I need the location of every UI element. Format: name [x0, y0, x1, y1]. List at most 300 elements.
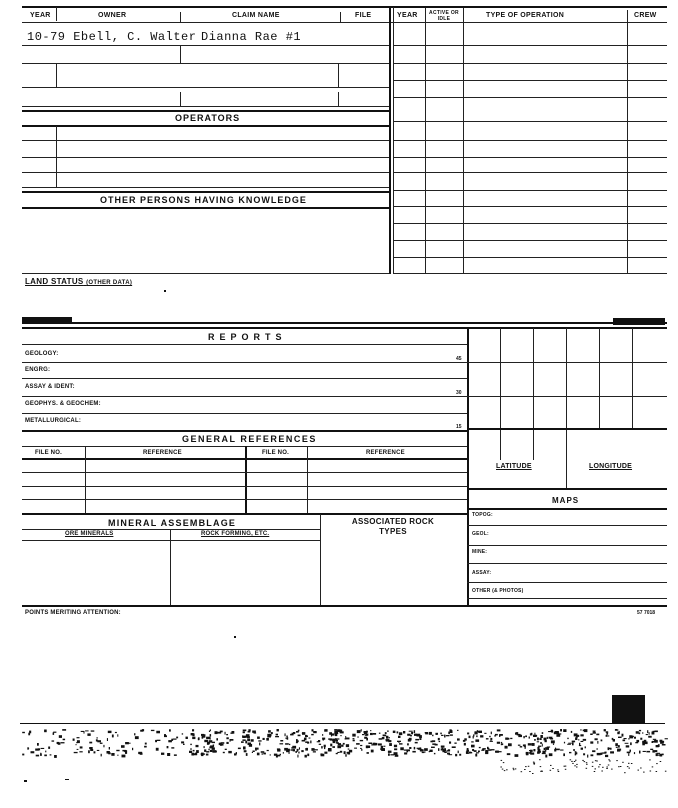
scan-noise-speck — [298, 749, 299, 751]
scan-noise-speck — [192, 733, 194, 736]
scan-noise-speck — [63, 739, 66, 741]
scan-noise-speck — [243, 747, 246, 750]
scan-noise-speck — [182, 733, 183, 734]
scan-noise-speck — [537, 741, 539, 742]
scan-noise-speck — [322, 734, 323, 736]
scan-noise-speck — [44, 730, 47, 733]
scan-noise-speck — [226, 737, 228, 739]
scan-noise-speck — [345, 754, 346, 757]
scan-noise-speck — [285, 733, 286, 736]
right-row-rule — [393, 240, 667, 241]
scan-noise-speck — [564, 742, 565, 744]
maps-title-rule — [467, 508, 667, 510]
scan-noise-speck — [583, 739, 586, 741]
scan-noise-speck — [209, 740, 212, 742]
scan-noise-speck — [258, 740, 261, 741]
scan-noise-speck — [354, 748, 357, 749]
scan-noise-speck — [132, 748, 133, 750]
land-status-bar-right — [613, 318, 665, 325]
scan-noise-speck — [656, 771, 658, 772]
col-header-year: YEAR — [30, 12, 51, 19]
scan-noise-speck — [434, 753, 436, 754]
scan-noise-speck — [450, 730, 453, 733]
scan-noise-speck — [649, 732, 650, 735]
scan-noise-speck — [609, 761, 611, 762]
gen-ref-bottom-rule — [22, 513, 467, 515]
scan-noise-speck — [640, 738, 642, 740]
right-row-rule — [393, 121, 667, 122]
scan-noise-speck — [285, 743, 289, 745]
scan-noise-speck — [501, 744, 503, 746]
scan-noise-speck — [608, 765, 610, 766]
scan-noise-speck — [167, 746, 169, 748]
col-header-owner: OWNER — [98, 12, 127, 19]
scan-noise-speck — [210, 734, 212, 737]
scan-noise-speck — [563, 729, 566, 732]
scan-noise-speck — [624, 772, 626, 773]
scan-noise-speck — [528, 743, 532, 745]
scan-noise-speck — [247, 736, 250, 738]
scan-noise-speck — [412, 751, 415, 753]
scan-noise-speck — [96, 739, 98, 741]
scan-noise-speck — [591, 754, 594, 756]
scan-noise-speck — [630, 742, 632, 745]
scan-noise-speck — [305, 755, 307, 758]
row-rule — [22, 140, 390, 141]
scan-noise-speck — [360, 748, 362, 749]
scan-noise-speck — [622, 762, 624, 763]
scan-noise-speck — [646, 751, 650, 753]
scan-noise-speck — [247, 739, 250, 742]
scan-noise-speck — [111, 753, 114, 756]
scan-noise-speck — [409, 731, 413, 732]
scan-noise-speck — [542, 753, 546, 754]
scan-noise-speck — [353, 738, 355, 739]
scan-noise-speck — [225, 749, 227, 750]
right-row-rule — [393, 157, 667, 158]
scan-noise-speck — [344, 751, 346, 754]
scan-noise-speck — [151, 730, 155, 731]
cell-sep — [56, 64, 57, 87]
scan-noise-speck — [298, 735, 301, 737]
scan-noise-speck — [506, 769, 508, 770]
scan-noise-speck — [296, 739, 298, 741]
scan-noise-speck — [295, 751, 297, 753]
scan-noise-speck — [164, 735, 167, 737]
scan-noise-speck — [283, 752, 284, 754]
mineral-rule — [22, 540, 320, 541]
col-header-active-idle: ACTIVE OR IDLE — [429, 10, 459, 22]
scan-noise-speck — [495, 734, 498, 736]
right-row-rule — [393, 223, 667, 224]
scan-noise-speck — [432, 735, 433, 737]
scan-noise-speck — [551, 740, 555, 743]
scan-noise-speck — [117, 755, 118, 756]
scan-noise-speck — [22, 732, 25, 733]
scan-noise-speck — [430, 750, 433, 752]
scan-noise-speck — [266, 738, 269, 741]
row-rule — [22, 187, 390, 188]
scan-noise-speck — [298, 752, 299, 754]
scan-noise-speck — [210, 745, 214, 748]
scan-noise-speck — [574, 765, 576, 766]
scan-noise-speck — [602, 752, 606, 753]
scan-noise-speck — [580, 729, 581, 730]
scan-noise-speck — [560, 750, 563, 751]
scan-noise-speck — [324, 752, 327, 754]
scan-noise-speck — [444, 752, 447, 754]
scan-noise-speck — [611, 769, 613, 770]
row-rule — [22, 172, 390, 173]
scan-noise-speck — [373, 743, 377, 745]
scan-noise-speck — [271, 732, 273, 734]
maps-rule — [467, 598, 667, 599]
scan-noise-speck — [618, 745, 620, 748]
scan-noise-speck — [625, 743, 629, 744]
scan-noise-speck — [368, 743, 372, 745]
scan-noise-speck — [257, 753, 260, 756]
scan-noise-speck — [642, 741, 644, 744]
scan-noise-speck — [565, 769, 567, 770]
scan-noise-speck — [540, 735, 543, 738]
scan-noise-speck — [397, 731, 399, 733]
scan-noise-speck — [257, 737, 260, 739]
scan-noise-speck — [463, 740, 466, 742]
scan-noise-speck — [293, 749, 295, 751]
report-geology-label: GEOLOGY: — [25, 351, 59, 357]
scan-noise-speck — [394, 748, 397, 750]
maps-assay-label: ASSAY: — [472, 570, 492, 576]
scan-noise-speck — [236, 752, 237, 754]
scan-noise-speck — [312, 729, 314, 731]
scan-noise-speck — [542, 732, 544, 734]
header-sep — [56, 7, 57, 21]
scan-noise-speck — [441, 746, 445, 748]
scan-noise-speck — [601, 771, 603, 772]
scan-noise-speck — [411, 732, 413, 734]
scan-noise-speck — [467, 733, 469, 735]
scan-noise-speck — [606, 735, 608, 737]
scan-noise-speck — [48, 747, 50, 749]
scan-noise-speck — [329, 748, 332, 751]
rock-forming-label: ROCK FORMING, ETC. — [201, 531, 270, 537]
scan-noise-speck — [495, 751, 499, 753]
scan-noise-speck — [204, 734, 205, 736]
scan-noise-speck — [406, 749, 410, 751]
scan-noise-line — [20, 723, 665, 724]
scan-noise-speck — [422, 752, 425, 753]
scan-noise-speck — [400, 747, 404, 750]
scan-noise-speck — [505, 746, 508, 749]
scan-noise-speck — [521, 771, 523, 772]
scan-noise-speck — [534, 764, 536, 765]
scan-noise-speck — [94, 751, 96, 753]
scan-noise-speck — [202, 737, 204, 739]
scan-noise-speck — [482, 749, 484, 751]
header-sep — [340, 12, 341, 22]
scan-noise-speck — [499, 734, 503, 736]
scan-noise-speck — [404, 752, 407, 754]
scan-noise-speck — [203, 753, 205, 754]
scan-noise-speck — [226, 742, 228, 744]
scan-noise-speck — [332, 739, 336, 742]
scan-noise-speck — [270, 754, 271, 755]
scan-noise-speck — [79, 751, 82, 752]
scan-noise-speck — [658, 744, 660, 747]
scan-noise-speck — [484, 733, 486, 734]
scan-noise-speck — [226, 734, 228, 735]
scan-noise-speck — [513, 769, 515, 770]
scan-noise-speck — [602, 767, 604, 768]
scan-noise-speck — [616, 760, 618, 761]
right-row-rule — [393, 97, 667, 98]
scan-noise-speck — [277, 748, 280, 749]
scan-noise-speck — [571, 731, 572, 733]
scan-noise-speck — [284, 748, 288, 751]
scan-noise-speck — [335, 733, 337, 736]
scan-noise-speck — [383, 746, 385, 747]
scan-noise-speck — [339, 730, 342, 733]
scan-noise-speck — [646, 734, 648, 735]
scan-noise-speck — [171, 747, 174, 748]
scan-noise-speck — [76, 742, 77, 743]
scan-noise-speck — [91, 730, 95, 731]
top-rule — [22, 6, 667, 8]
scan-noise-speck — [122, 755, 126, 758]
scan-noise-speck — [575, 737, 577, 740]
scan-noise-speck — [313, 751, 316, 752]
scan-noise-speck — [196, 745, 199, 747]
scan-noise-speck — [305, 741, 308, 743]
scan-noise-speck — [545, 747, 549, 750]
scan-noise-speck — [478, 731, 482, 733]
right-row-rule — [393, 190, 667, 191]
scan-noise-speck — [553, 744, 554, 745]
scan-noise-speck — [490, 741, 493, 742]
scan-noise-speck — [449, 742, 451, 744]
scan-noise-speck — [500, 767, 502, 768]
scan-noise-speck — [654, 740, 658, 743]
scan-noise-speck — [381, 746, 383, 748]
scan-noise-speck — [286, 736, 288, 737]
scan-noise-speck — [388, 751, 392, 753]
scan-noise-speck — [337, 745, 341, 748]
scan-noise-speck — [263, 753, 266, 755]
right-col-sep — [463, 22, 464, 274]
scan-noise-speck — [134, 733, 135, 735]
scan-noise-speck — [565, 766, 567, 767]
header-sep — [627, 10, 628, 22]
scan-noise-speck — [387, 731, 389, 732]
scan-noise-speck — [549, 753, 553, 756]
scan-noise-speck — [650, 749, 653, 750]
report-rule — [22, 378, 467, 379]
scan-noise-band — [0, 715, 678, 795]
scan-noise-speck — [627, 766, 629, 767]
scan-noise-speck — [424, 751, 425, 752]
row-rule — [22, 63, 390, 64]
scan-noise-speck — [340, 735, 341, 736]
scan-noise-speck — [191, 753, 194, 756]
scan-noise-speck — [516, 732, 518, 735]
scan-noise-speck — [414, 730, 415, 733]
scan-noise-speck — [321, 746, 323, 748]
scan-noise-speck — [489, 736, 491, 737]
scan-noise-speck — [580, 734, 583, 736]
scan-noise-speck — [45, 751, 46, 753]
scan-noise-speck — [616, 747, 618, 748]
scan-noise-speck — [280, 754, 281, 755]
scan-noise-speck — [221, 742, 225, 744]
scan-noise-speck — [491, 749, 494, 750]
scan-noise-speck — [364, 731, 367, 733]
scan-noise-speck — [525, 746, 526, 749]
cell-sep — [56, 126, 57, 188]
scan-noise-speck — [459, 754, 461, 756]
scan-noise-speck — [642, 732, 643, 733]
other-persons-top-rule — [22, 191, 390, 193]
scan-noise-speck — [432, 740, 435, 742]
row-rule — [22, 45, 390, 46]
center-divider — [389, 7, 391, 274]
scan-noise-speck — [346, 738, 350, 740]
scan-noise-speck — [352, 734, 355, 737]
scan-noise-speck — [487, 748, 489, 749]
scan-noise-speck — [399, 732, 402, 735]
scan-noise-speck — [579, 745, 581, 746]
scan-noise-speck — [572, 763, 574, 764]
scan-noise-speck — [80, 746, 83, 748]
scan-noise-speck — [186, 737, 188, 739]
scan-noise-speck — [518, 745, 521, 746]
scan-noise-speck — [436, 744, 438, 745]
scan-noise-speck — [662, 744, 666, 746]
scan-dot — [65, 779, 69, 780]
row-rule — [22, 87, 390, 88]
scan-noise-speck — [297, 755, 298, 758]
scan-noise-speck — [438, 738, 440, 740]
scan-noise-speck — [201, 734, 204, 736]
maps-rule — [467, 525, 667, 526]
scan-noise-speck — [241, 741, 244, 743]
scan-noise-speck — [144, 746, 147, 748]
scan-noise-speck — [313, 731, 317, 733]
report-geophys-label: GEOPHYS. & GEOCHEM: — [25, 401, 101, 407]
form-number: 57 7018 — [637, 610, 656, 616]
scan-noise-speck — [348, 749, 350, 750]
land-status-sublabel: (OTHER DATA) — [86, 280, 133, 286]
scan-noise-speck — [617, 732, 619, 735]
scan-noise-speck — [280, 743, 284, 744]
scan-noise-speck — [174, 754, 177, 756]
cell-sep — [180, 46, 181, 63]
scan-noise-speck — [54, 755, 57, 758]
scan-noise-speck — [267, 750, 269, 751]
scan-noise-speck — [601, 740, 603, 742]
scan-noise-speck — [53, 732, 56, 733]
scan-noise-speck — [579, 743, 580, 746]
right-col-sep — [425, 22, 426, 274]
scan-noise-speck — [532, 773, 534, 774]
scan-noise-speck — [494, 735, 496, 736]
scan-noise-speck — [59, 735, 62, 738]
scan-noise-speck — [597, 741, 598, 744]
scan-noise-speck — [419, 738, 421, 740]
maps-mine-label: MINE: — [472, 549, 488, 555]
scan-noise-speck — [626, 745, 630, 747]
scan-noise-speck — [563, 753, 565, 756]
scan-noise-speck — [346, 744, 349, 747]
scan-noise-speck — [570, 759, 572, 760]
ore-minerals-label: ORE MINERALS — [65, 531, 114, 537]
scan-noise-speck — [337, 752, 339, 753]
scan-noise-speck — [640, 768, 642, 769]
scan-noise-speck — [336, 739, 337, 742]
general-references-title: GENERAL REFERENCES — [182, 434, 317, 444]
scan-noise-speck — [607, 735, 609, 736]
scan-noise-speck — [337, 743, 339, 744]
scan-noise-speck — [362, 734, 365, 735]
scan-noise-speck — [252, 752, 253, 753]
scan-noise-speck — [242, 739, 245, 741]
scan-noise-speck — [649, 759, 651, 760]
scan-noise-speck — [121, 745, 125, 748]
scan-noise-speck — [541, 771, 543, 772]
scan-noise-speck — [593, 732, 596, 734]
scan-noise-speck — [639, 732, 641, 734]
scan-noise-speck — [501, 760, 503, 761]
scan-noise-speck — [74, 752, 78, 753]
scan-noise-speck — [370, 733, 373, 735]
scan-noise-speck — [560, 729, 562, 731]
gen-ref-rule — [22, 472, 467, 473]
scan-noise-speck — [388, 740, 391, 742]
scan-noise-speck — [479, 747, 481, 748]
scan-noise-speck — [634, 737, 636, 739]
scan-noise-speck — [276, 755, 278, 758]
scan-noise-speck — [567, 738, 568, 739]
scan-noise-speck — [572, 742, 574, 745]
scan-noise-speck — [379, 733, 381, 734]
scan-noise-speck — [135, 736, 139, 739]
scan-noise-speck — [263, 738, 265, 740]
scan-noise-speck — [386, 736, 388, 739]
cell-sep — [180, 92, 181, 106]
scan-noise-speck — [409, 747, 411, 749]
scan-noise-speck — [310, 741, 311, 744]
scan-noise-speck — [590, 734, 593, 736]
scan-noise-speck — [515, 754, 519, 757]
scan-noise-speck — [531, 733, 533, 736]
scan-noise-speck — [314, 749, 318, 750]
scan-noise-speck — [414, 734, 417, 736]
gen-ref-rule — [22, 486, 467, 487]
scan-noise-speck — [156, 731, 160, 734]
scan-noise-speck — [361, 729, 362, 732]
scan-noise-speck — [407, 743, 409, 745]
scan-noise-speck — [473, 734, 474, 736]
scan-noise-speck — [389, 737, 390, 738]
scan-noise-speck — [109, 747, 110, 750]
scan-noise-speck — [230, 733, 232, 734]
scan-noise-speck — [407, 734, 410, 736]
scan-noise-speck — [624, 738, 627, 739]
scan-noise-speck — [243, 731, 245, 733]
scan-noise-speck — [181, 741, 184, 743]
scan-noise-speck — [296, 742, 298, 743]
scan-noise-speck — [173, 739, 177, 740]
scan-noise-speck — [606, 767, 608, 768]
